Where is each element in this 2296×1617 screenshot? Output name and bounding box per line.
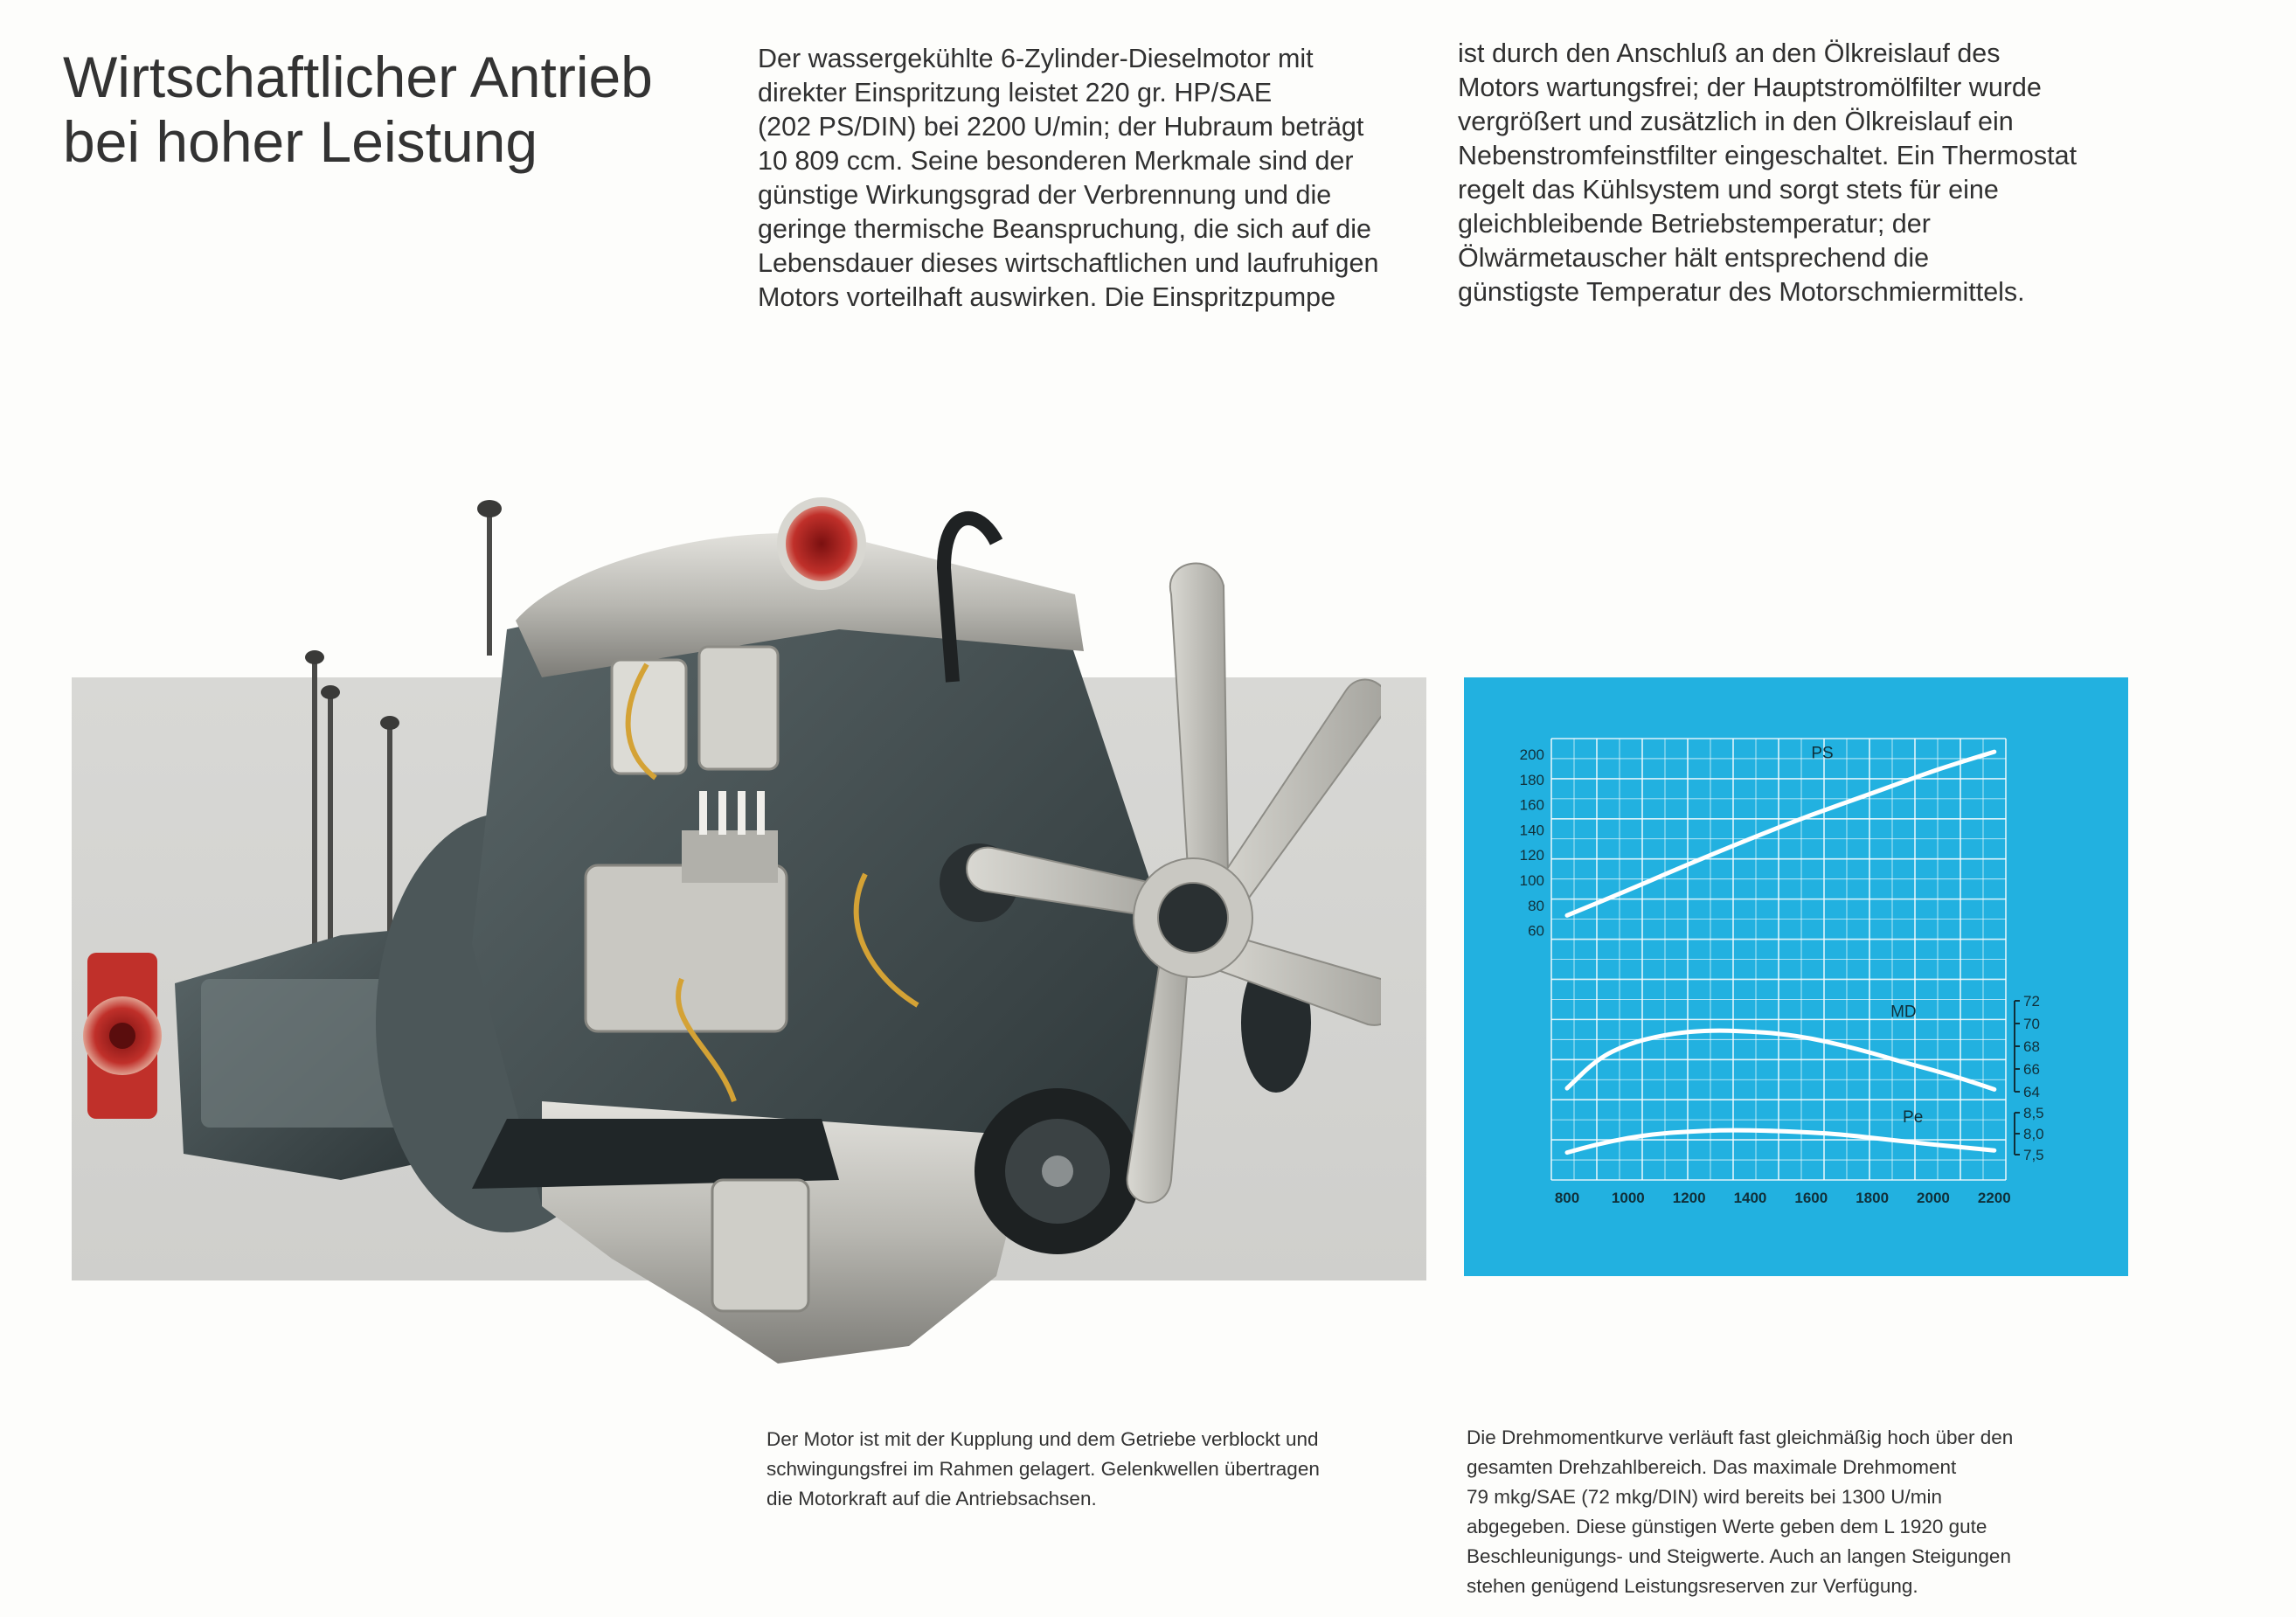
engine-caption	[766, 1425, 1431, 1514]
pe-tick-label: 8,0	[2023, 1126, 2044, 1142]
intro-line: Ölwärmetauscher hält entsprechend die	[1458, 243, 1930, 273]
y-tick-label: 200	[1519, 746, 1544, 763]
series-line-ps	[1567, 752, 1994, 915]
chart-caption	[1467, 1423, 2148, 1601]
caption-line: abgegeben. Diese günstigen Werte geben dem L 1920 gute	[1467, 1516, 1987, 1537]
intro-line: Nebenstromfeinstfilter eingeschaltet. Ein Thermostat	[1458, 141, 2077, 170]
caption-line: 79 mkg/SAE (72 mkg/DIN) wird bereits bei 1300 U/min	[1467, 1486, 1942, 1508]
x-tick-label: 2200	[1977, 1190, 2011, 1206]
x-tick-label: 1600	[1794, 1190, 1828, 1206]
intro-line: 10 809 ccm. Seine besonderen Merkmale sind der	[758, 146, 1354, 176]
oil-filter	[712, 1180, 808, 1311]
y-tick-label: 140	[1519, 822, 1544, 839]
intro-line: Motors vorteilhaft auswirken. Die Einspritzpumpe	[758, 282, 1336, 312]
caption-line: schwingungsfrei im Rahmen gelagert. Gelenkwellen übertragen	[766, 1458, 1320, 1480]
lever-knobs	[305, 500, 502, 730]
caption-line: Die Drehmomentkurve verläuft fast gleichmäßig hoch über den	[1467, 1426, 2014, 1448]
intro-line: günstige Wirkungsgrad der Verbrennung und die	[758, 180, 1332, 210]
y-tick-label: 120	[1519, 847, 1544, 864]
intro-line: direkter Einspritzung leistet 220 gr. HP/SAE	[758, 78, 1273, 108]
intro-line: günstigste Temperatur des Motorschmiermittels.	[1458, 277, 2025, 307]
y-tick-label: 60	[1528, 922, 1544, 940]
intro-column-2	[1458, 37, 2175, 309]
x-tick-label: 2000	[1917, 1190, 1950, 1206]
x-tick-label: 1800	[1856, 1190, 1890, 1206]
title-line-2: bei hoher Leistung	[63, 108, 538, 174]
md-tick-label: 68	[2023, 1038, 2040, 1055]
md-tick-label: 66	[2023, 1061, 2040, 1078]
caption-line: stehen genügend Leistungsreserven zur Verfügung.	[1467, 1575, 1918, 1597]
series-label-md: MD	[1890, 1003, 1917, 1022]
intro-line: ist durch den Anschluß an den Ölkreislauf des	[1458, 38, 2001, 68]
intro-line: regelt das Kühlsystem und sorgt stets für eine	[1458, 175, 1999, 205]
intro-line: vergrößert und zusätzlich in den Ölkreislauf ein	[1458, 107, 2014, 136]
md-tick-label: 70	[2023, 1016, 2040, 1032]
intro-line: geringe thermische Beanspruchung, die sich auf die	[758, 214, 1371, 244]
pe-tick-label: 8,5	[2023, 1105, 2044, 1121]
intro-line: gleichbleibende Betriebstemperatur; der	[1458, 209, 1931, 239]
caption-line: Beschleunigungs- und Steigwerte. Auch an langen Steigungen	[1467, 1545, 2011, 1567]
series-label-pe: Pe	[1903, 1108, 1924, 1128]
intro-line: Lebensdauer dieses wirtschaftlichen und laufruhigen	[758, 248, 1379, 278]
caption-line: Der Motor ist mit der Kupplung und dem Getriebe verblockt und	[766, 1428, 1319, 1450]
intro-column-1	[758, 42, 1422, 315]
x-tick-label: 1400	[1733, 1190, 1767, 1206]
x-tick-label: 800	[1554, 1190, 1580, 1206]
caption-line: gesamten Drehzahlbereich. Das maximale Drehmoment	[1467, 1456, 1957, 1478]
intro-line: Der wassergekühlte 6-Zylinder-Dieselmotor mit	[758, 44, 1314, 73]
y-tick-label: 100	[1519, 872, 1544, 889]
y-tick-label: 180	[1519, 771, 1544, 788]
x-tick-label: 1200	[1672, 1190, 1706, 1206]
md-tick-label: 72	[2023, 993, 2040, 1010]
md-tick-label: 64	[2023, 1084, 2040, 1100]
y-tick-label: 160	[1519, 796, 1544, 814]
engine-illustration	[52, 489, 1381, 1390]
title-line-1: Wirtschaftlicher Antrieb	[63, 45, 653, 109]
page-title	[63, 45, 653, 175]
performance-chart	[1464, 677, 2128, 1276]
exhaust-pipe	[472, 1119, 839, 1189]
caption-line: die Motorkraft auf die Antriebsachsen.	[766, 1488, 1097, 1509]
pe-tick-label: 7,5	[2023, 1147, 2044, 1163]
series-line-pe	[1567, 1130, 1994, 1152]
drive-flange	[83, 953, 162, 1119]
y-tick-label: 80	[1528, 897, 1544, 914]
intro-line: Motors wartungsfrei; der Hauptstromölfilter wurde	[1458, 73, 2042, 102]
x-tick-label: 1000	[1611, 1190, 1645, 1206]
intro-line: (202 PS/DIN) bei 2200 U/min; der Hubraum beträgt	[758, 112, 1364, 142]
performance-chart-svg	[1464, 677, 2128, 1276]
series-label-ps: PS	[1811, 744, 1834, 763]
intake-opening	[781, 502, 862, 586]
